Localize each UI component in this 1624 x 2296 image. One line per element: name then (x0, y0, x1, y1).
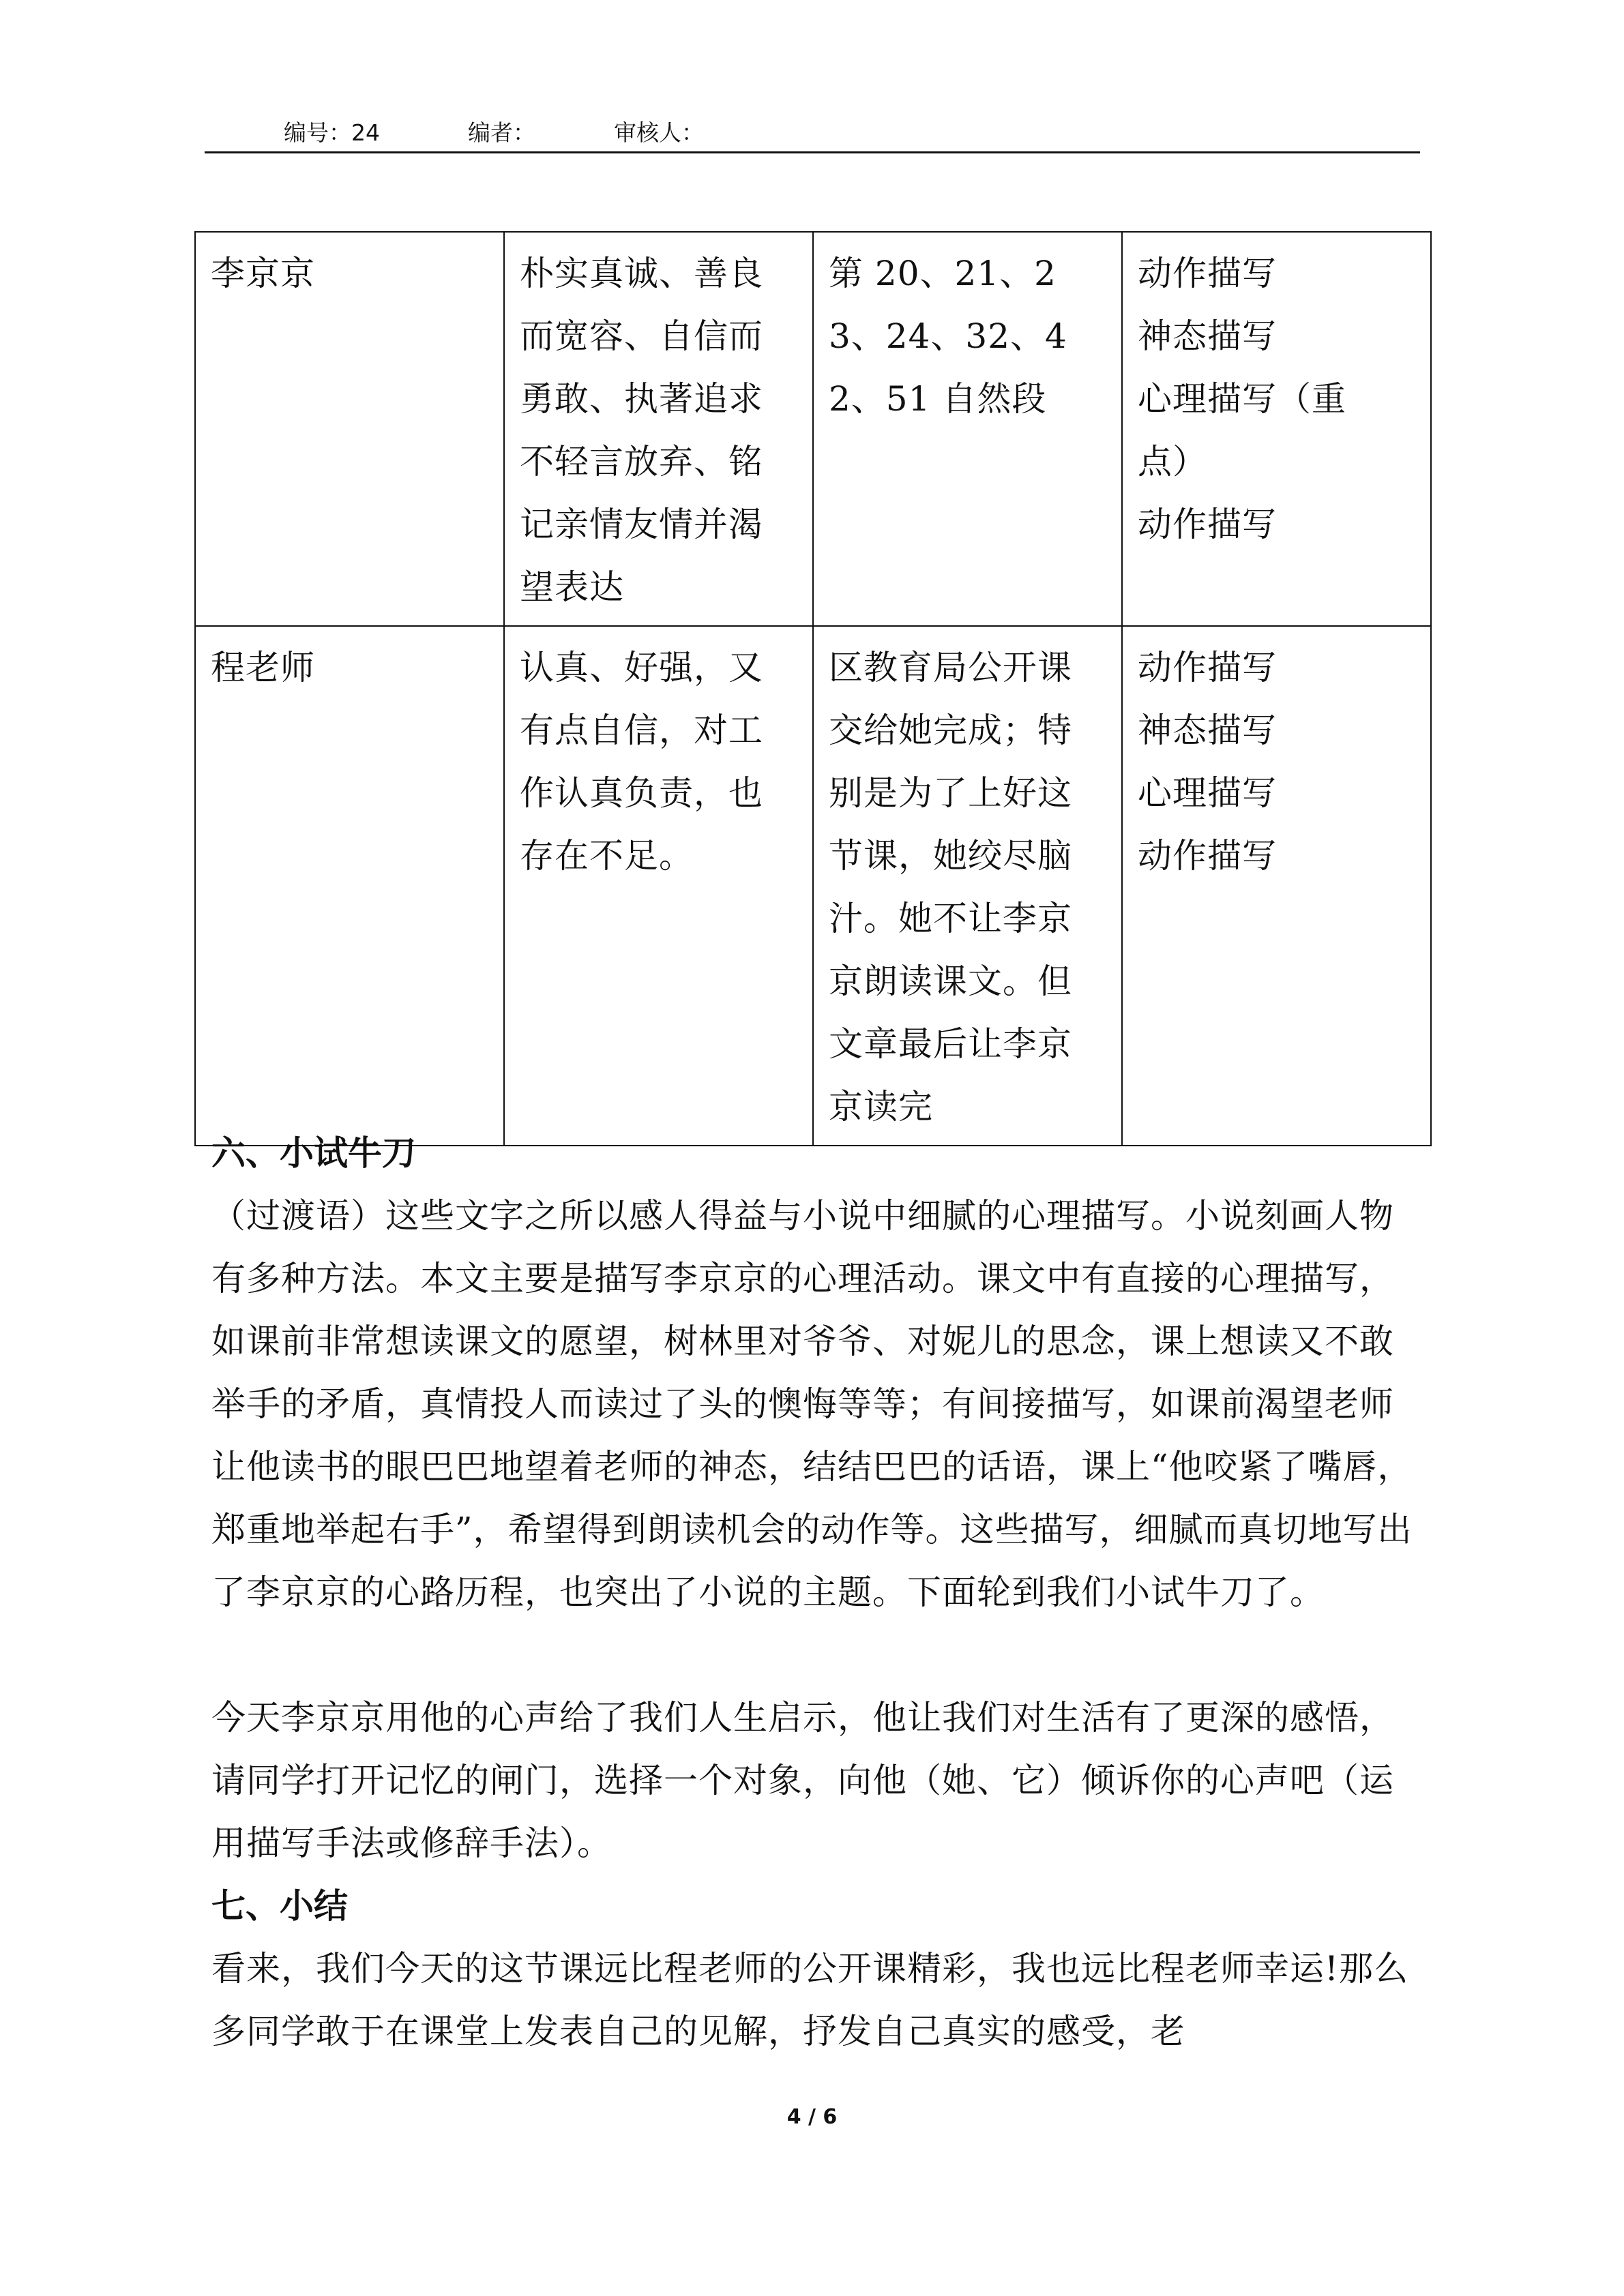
character-analysis-table (194, 231, 1432, 1146)
section-6-paragraph-1 (211, 1184, 1419, 1624)
page-number: 4 / 6 (786, 2105, 838, 2129)
reference-paragraphs-cell: 区教育局公开课交给她完成；特别是为了上好这节课，她绞尽脑汁。她不让李京京朗读课文。但文章最后让李京京读完 (813, 626, 1122, 1146)
page-header (205, 115, 1420, 153)
character-name-cell: 程老师 (195, 626, 504, 1146)
section-7-paragraph-1 (211, 1937, 1419, 2063)
editor-label: 编者： (468, 119, 535, 146)
paragraph-text: 看来，我们今天的这节课远比程老师的公开课精彩，我也远比程老师幸运!那么多同学敢于在课堂上发表自己的见解，抒发自己真实的感受，老 (211, 1949, 1409, 2051)
document-number: 编号：24 (284, 119, 380, 146)
description-methods-cell: 动作描写 神态描写 心理描写（重点） 动作描写 (1122, 232, 1431, 626)
character-traits-cell: 认真、好强，又有点自信，对工作认真负责，也存在不足。 (504, 626, 813, 1146)
table-row (195, 626, 1431, 1146)
description-methods-cell: 动作描写 神态描写 心理描写 动作描写 (1122, 626, 1431, 1146)
character-name-cell: 李京京 (195, 232, 504, 626)
paragraph-text: （过渡语）这些文字之所以感人得益与小说中细腻的心理描写。小说刻画人物有多种方法。本文主要是描写李京京的心理活动。课文中有直接的心理描写，如课前非常想读课文的愿望，树林里对爷爷、对妮儿的思念，课上想读又不敢举手的矛盾，真情投人而读过了头的懊悔等等；有间接描写，如课前渴望老师让他读书的眼巴巴地望着老师的神态，结结巴巴的话语，课上“他咬紧了嘴唇，郑重地举起右手”，希望得到朗读机会的动作等。这些描写，细腻而真切地写出了李京京的心路历程，也突出了小说的主题。下面轮到我们小试牛刀了。 (211, 1196, 1413, 1612)
paragraph-text: 今天李京京用他的心声给了我们人生启示，他让我们对生活有了更深的感悟，请同学打开记忆的闸门，选择一个对象，向他（她、它）倾诉你的心声吧（运用描写手法或修辞手法）。 (211, 1698, 1394, 1863)
section-6-paragraph-2 (211, 1686, 1419, 1875)
reviewer-label: 审核人： (614, 119, 704, 146)
section-heading-6: 六、小试牛刀 (211, 1133, 416, 1173)
reference-paragraphs-cell: 第 20、21、23、24、32、42、51 自然段 (813, 232, 1122, 626)
character-traits-cell: 朴实真诚、善良而宽容、自信而勇敢、执著追求不轻言放弃、铭记亲情友情并渴望表达 (504, 232, 813, 626)
section-heading-7: 七、小结 (211, 1886, 348, 1926)
table-row (195, 232, 1431, 626)
